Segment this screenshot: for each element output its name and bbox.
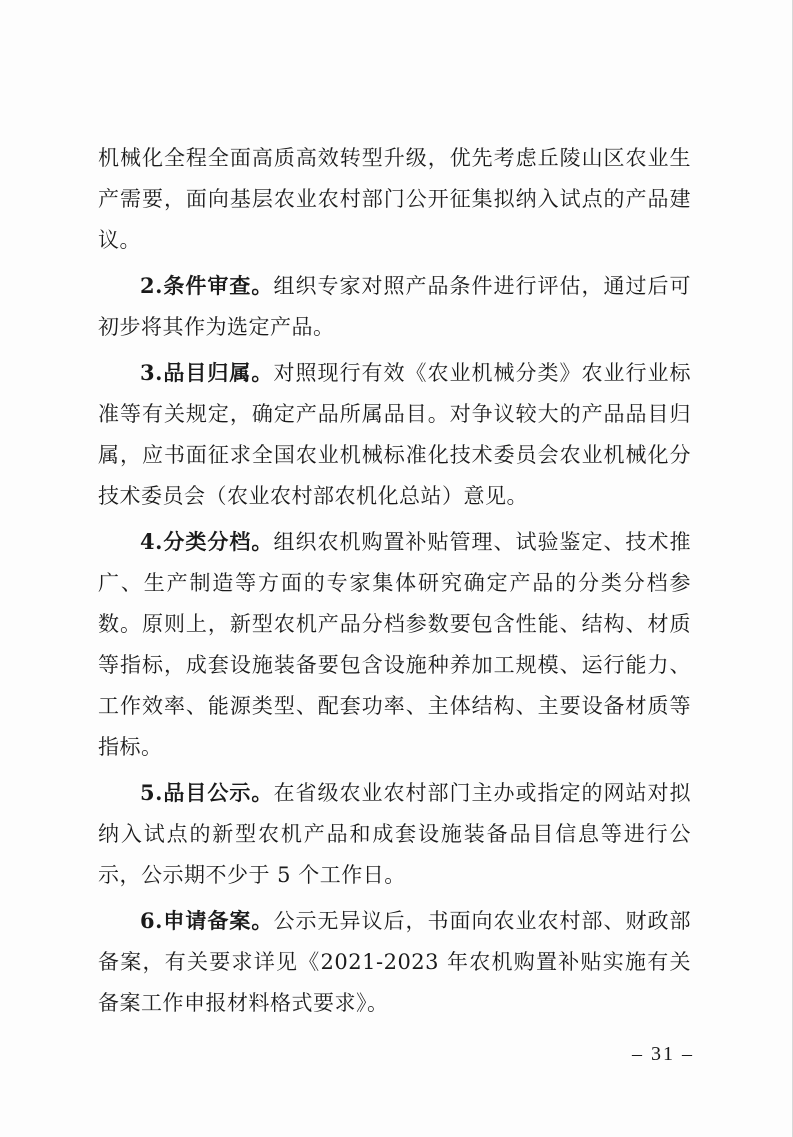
paragraph-condition-review (98, 265, 691, 348)
paragraph-heading: 2.条件审查。 (140, 273, 274, 298)
paragraph-heading: 6.申请备案。 (140, 908, 274, 933)
paragraph-text: 组织专家对照产品条件进行评估，通过后可初步将其作为选定产品。 (98, 274, 691, 339)
paragraph-heading: 3.品目归属。 (140, 360, 274, 385)
paragraph-heading: 4.分类分档。 (140, 529, 274, 554)
paragraph-category-assignment (98, 352, 691, 517)
paragraph-text: 机械化全程全面高质高效转型升级，优先考虑丘陵山区农业生产需要，面向基层农业农村部门公开征集拟纳入试点的产品建议。 (98, 146, 691, 252)
paragraph-heading: 5.品目公示。 (140, 780, 274, 805)
paragraph-text: 在省级农业农村部门主办或指定的网站对拟纳入试点的新型农机产品和成套设施装备品目信息等进行公示，公示期不少于 5 个工作日。 (98, 781, 691, 887)
paragraph-text: 对照现行有效《农业机械分类》农业行业标准等有关规定，确定产品所属品目。对争议较大的产品品目归属，应书面征求全国农业机械标准化技术委员会农业机械化分技术委员会（农业农村部农机化总站）意见。 (98, 361, 691, 508)
paragraph-public-notice (98, 772, 691, 896)
document-body (98, 138, 691, 1024)
paragraph-text: 公示无异议后，书面向农业农村部、财政部备案，有关要求详见《2021-2023 年农机购置补贴实施有关备案工作申报材料格式要求》。 (98, 909, 691, 1015)
page-number: – 31 – (632, 1043, 694, 1065)
paragraph-continuation (98, 138, 691, 261)
paragraph-filing-application (98, 900, 691, 1024)
paragraph-classification (98, 521, 691, 768)
paragraph-text: 组织农机购置补贴管理、试验鉴定、技术推广、生产制造等方面的专家集体研究确定产品的分类分档参数。原则上，新型农机产品分档参数要包含性能、结构、材质等指标，成套设施装备要包含设施种养加工规模、运行能力、工作效率、能源类型、配套功率、主体结构、主要设备材质等指标。 (98, 530, 691, 759)
